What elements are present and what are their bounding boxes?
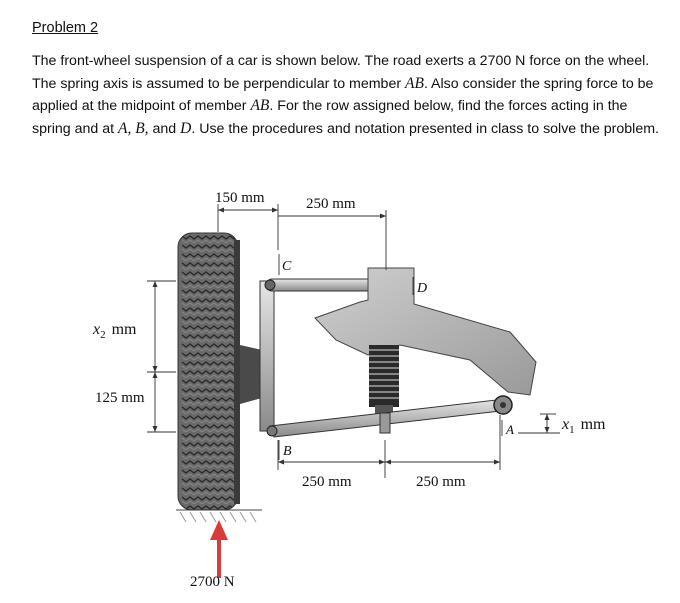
knuckle	[260, 281, 274, 431]
point-b-label: B	[283, 444, 292, 459]
point-d-marker	[413, 277, 427, 296]
wheel-hub	[240, 345, 262, 404]
dim-250-top-label: 250 mm	[306, 196, 356, 212]
force-label: 2700 N	[190, 574, 235, 590]
point-d-label: D	[417, 281, 428, 296]
dim-250-bottom-left-label: 250 mm	[302, 474, 352, 490]
tire	[178, 233, 240, 510]
statement-part: . For the row assigned below, find the forces acting in the spring and at	[32, 98, 628, 137]
statement-part: The spring axis is assumed to be perpendicular to member	[32, 75, 405, 92]
point-b-marker	[279, 440, 292, 460]
point-c-marker	[279, 254, 292, 275]
statement-part: The front-wheel suspension of a car is shown below. The road exerts a 2700 N force on the wheel.	[32, 53, 650, 69]
problem-heading: Problem 2	[32, 20, 99, 36]
point-a-label: A	[506, 422, 514, 437]
point-c-label: C	[282, 259, 292, 274]
statement-part: . Also consider the spring force to be applied at the midpoint of member	[32, 75, 654, 115]
dim-150-label: 150 mm	[215, 190, 265, 206]
dim-125-label: 125 mm	[95, 390, 145, 406]
x2-label: $x_2$ mm	[93, 321, 137, 341]
statement-var-ab: AB	[405, 74, 424, 92]
statement-var-d: D	[180, 119, 192, 137]
dim-250-bottom-right-label: 250 mm	[416, 474, 466, 490]
statement-var-ab-list: A, B,	[117, 119, 149, 137]
spring	[369, 345, 399, 419]
force-arrow	[210, 520, 228, 578]
statement-part: and	[148, 120, 181, 137]
statement-part: . Use the procedures and notation presented in class to solve the problem.	[191, 120, 659, 137]
x1-label: $x_1$ mm	[562, 416, 606, 436]
statement-var-ab: AB	[250, 97, 270, 115]
point-a-marker	[502, 420, 514, 437]
